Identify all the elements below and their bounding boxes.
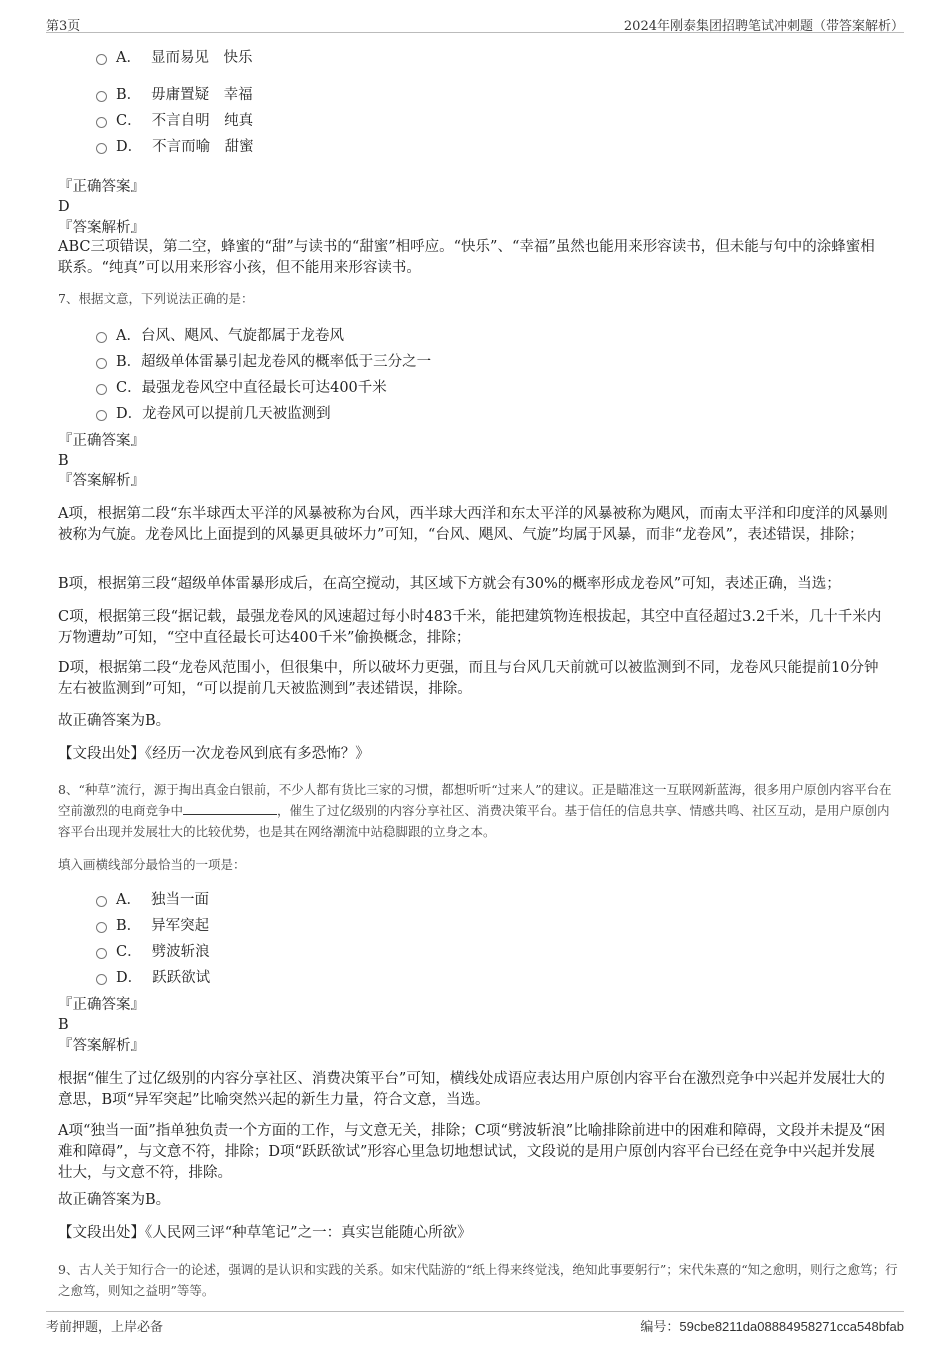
radio-icon[interactable]	[96, 54, 107, 65]
q7-option-c[interactable]: C．最强龙卷风空中直径最长可达400千米	[96, 378, 387, 398]
analysis-paragraph: 根据“催生了过亿级别的内容分享社区、消费决策平台”可知，横线处成语应表达用户原创内容平台在激烈竞争中兴起并发展壮大的意思，B项“异军突起”比喻突然兴起的新生力量，符合文意，当选。	[58, 1071, 885, 1108]
radio-icon[interactable]	[96, 410, 107, 421]
q6-option-a[interactable]: A． 显而易见 快乐	[96, 48, 252, 68]
q8-option-b[interactable]: B． 异军突起	[96, 916, 209, 936]
q6-option-d[interactable]: D． 不言而喻 甜蜜	[96, 137, 254, 157]
answer-label: 『正确答案』	[58, 997, 145, 1013]
analysis-paragraph: A项，根据第二段“东半球西太平洋的风暴被称为台风，西半球大西洋和东太平洋的风暴被称为飓风，而南太平洋和印度洋的风暴则被称为气旋。龙卷风比上面提到的风暴更具破坏力”可知，“台风、飓风、气旋”均属于风暴，而非“龙卷风”，表述错误，排除；	[58, 506, 888, 543]
q7-option-b[interactable]: B．超级单体雷暴引起龙卷风的概率低于三分之一	[96, 352, 431, 372]
radio-icon[interactable]	[96, 358, 107, 369]
q8-option-d[interactable]: D． 跃跃欲试	[96, 968, 210, 988]
radio-icon[interactable]	[96, 117, 107, 128]
q6-option-c[interactable]: C． 不言自明 纯真	[96, 111, 253, 131]
page-footer	[46, 1311, 904, 1334]
radio-icon[interactable]	[96, 332, 107, 343]
conclusion: 故正确答案为B。	[58, 1192, 171, 1208]
analysis-label: 『答案解析』	[58, 1038, 145, 1054]
document-title: 2024年刚泰集团招聘笔试冲刺题（带答案解析）	[623, 19, 904, 34]
radio-icon[interactable]	[96, 91, 107, 102]
conclusion: 故正确答案为B。	[58, 713, 171, 729]
radio-icon[interactable]	[96, 974, 107, 985]
radio-icon[interactable]	[96, 948, 107, 959]
radio-icon[interactable]	[96, 896, 107, 907]
analysis-paragraph: C项，根据第三段“据记载，最强龙卷风的风速超过每小时483千米，能把建筑物连根拔起，其空中直径超过3.2千米，几十千米内万物遭劫”可知，“空中直径最长可达400千米”偷换概念，排除；	[58, 609, 882, 646]
analysis-paragraph: A项“独当一面”指单独负责一个方面的工作，与文意无关，排除；C项“劈波斩浪”比喻排除前进中的困难和障碍，文段并未提及“困难和障碍”，与文意不符，排除；D项“跃跃欲试”形容心里急切地想试试，文段说的是用户原创内容平台已经在竞争中兴起并发展壮大，与文意不符，排除。	[58, 1123, 886, 1181]
q7-option-a[interactable]: A．台风、飓风、气旋都属于龙卷风	[96, 326, 344, 346]
q6-option-b[interactable]: B． 毋庸置疑 幸福	[96, 85, 253, 105]
analysis-label: 『答案解析』	[58, 473, 145, 489]
analysis-paragraph: B项，根据第三段“超级单体雷暴形成后，在高空搅动，其区域下方就会有30%的概率形成龙卷风”可知，表述正确，当选；	[58, 576, 841, 592]
answer-value: B	[58, 453, 69, 469]
source-citation: 【文段出处】《经历一次龙卷风到底有多恐怖？》	[58, 746, 370, 762]
radio-icon[interactable]	[96, 143, 107, 154]
answer-label: 『正确答案』	[58, 179, 145, 195]
fill-in-blank[interactable]	[183, 801, 277, 815]
question-stem: 7、根据文意，下列说法正确的是：	[58, 291, 254, 306]
analysis-paragraph: D项，根据第二段“龙卷风范围小，但很集中，所以破坏力更强，而且与台风几天前就可以被监测到不同，龙卷风只能提前10分钟左右被监测到”可知，“可以提前几天被监测到”表述错误，排除。	[58, 660, 879, 697]
footer-slogan: 考前押题，上岸必备	[46, 1320, 164, 1335]
q7-option-d[interactable]: D．龙卷风可以提前几天被监测到	[96, 404, 331, 424]
analysis-text: ABC三项错误，第二空，蜂蜜的“甜”与读书的“甜蜜”相呼应。“快乐”、“幸福”虽然也能用来形容读书，但未能与句中的涂蜂蜜相联系。“纯真”可以用来形容小孩，但不能用来形容读书。	[58, 239, 875, 276]
analysis-label: 『答案解析』	[58, 220, 145, 236]
radio-icon[interactable]	[96, 384, 107, 395]
document-code: 编号：59cbe8211da08884958271cca548bfab	[640, 1319, 904, 1335]
q8-option-a[interactable]: A． 独当一面	[96, 890, 209, 910]
source-citation: 【文段出处】《人民网三评“种草笔记”之一：真实岂能随心所欲》	[58, 1225, 472, 1241]
page-number: 第3页	[46, 19, 81, 34]
answer-label: 『正确答案』	[58, 433, 145, 449]
question-stem: 9、古人关于知行合一的论述，强调的是认识和实践的关系。如宋代陆游的“纸上得来终觉浅，绝知此事要躬行”；宋代朱熹的“知之愈明，则行之愈笃；行之愈笃，则知之益明”等等。	[58, 1262, 898, 1298]
question-prompt: 填入画横线部分最恰当的一项是：	[58, 857, 246, 872]
q8-option-c[interactable]: C． 劈波斩浪	[96, 942, 210, 962]
answer-value: D	[58, 199, 70, 215]
radio-icon[interactable]	[96, 922, 107, 933]
page-header	[46, 12, 904, 33]
question-stem: 8、“种草”流行，源于掏出真金白银前，不少人都有货比三家的习惯，都想听听“过来人”的建议。正是瞄准这一互联网新蓝海，很多用户原创内容平台在空前激烈的电商竞争中 ，催生了过亿级别的内容分享社区、消费决策平台。基于信任的信息共享、情感共鸣、社区互动，是用户原创内容平台出现并发展壮大的比较优势，也是其在网络潮流中站稳脚跟的立身之本。	[58, 782, 892, 839]
answer-value: B	[58, 1017, 69, 1033]
